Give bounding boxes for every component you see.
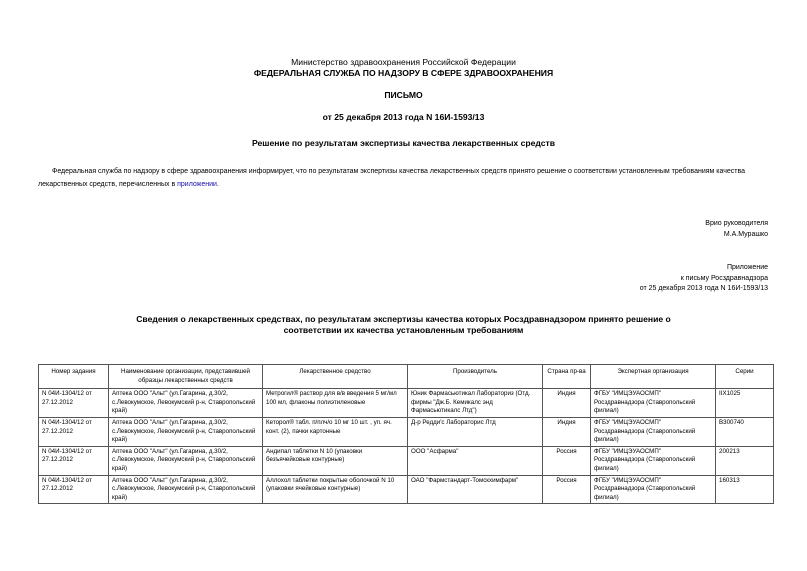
cell-org: Аптека ООО "Альт" (ул.Гагарина, д.30/2, с.Левокумское, Левокумский р-н, Ставропольский край) (109, 417, 263, 446)
cell-maker: ООО "Асфарма" (408, 446, 543, 475)
col-header-org: Наименование организации, представившей образцы лекарственных средств (109, 365, 263, 389)
document-subject: Решение по результатам экспертизы качества лекарственных средств (251, 138, 556, 148)
cell-drug: Метрогил® раствор для в/в введения 5 мг/мл 100 мл, флаконы полиэтиленовые (263, 389, 408, 418)
cell-org: Аптека ООО "Альт" (ул.Гагарина, д.30/2, с.Левокумское, Левокумский р-н, Ставропольский край) (109, 389, 263, 418)
appendix-heading: Сведения о лекарственных средствах, по результатам экспертизы качества которых Росздравнадзором принято решение о соответствии их качества установленным требованиям (136, 314, 671, 335)
appendix-link[interactable]: приложении (177, 180, 217, 188)
appendix-ref-line2: от 25 декабря 2013 года N 16И-1593/13 (639, 285, 768, 292)
cell-expert: ФГБУ "ИМЦЭУАОСМП" Росздравнадзора (Ставропольский филиал) (591, 389, 716, 418)
cell-org: Аптека ООО "Альт" (ул.Гагарина, д.30/2, с.Левокумское, Левокумский р-н, Ставропольский край) (109, 446, 263, 475)
service-name: ФЕДЕРАЛЬНАЯ СЛУЖБА ПО НАДЗОРУ В СФЕРЕ ЗДРАВООХРАНЕНИЯ (253, 68, 554, 78)
document-type: ПИСЬМО (384, 90, 423, 100)
cell-expert: ФГБУ "ИМЦЭУАОСМП" Росздравнадзора (Ставропольский филиал) (591, 475, 716, 504)
signature-name: М.А.Мурашко (723, 231, 768, 238)
cell-country: Индия (543, 417, 591, 446)
cell-task: N 04И-1304/12 от 27.12.2012 (39, 446, 109, 475)
cell-series: 200213 (716, 446, 774, 475)
body-paragraph (38, 166, 772, 191)
cell-maker: Д-р Редди'с Лабораторис Лтд (408, 417, 543, 446)
cell-task: N 04И-1304/12 от 27.12.2012 (39, 417, 109, 446)
document-date-number: от 25 декабря 2013 года N 16И-1593/13 (322, 112, 485, 122)
appendix-ref-line1: к письму Росздравнадзора (680, 275, 768, 282)
paragraph-end: . (216, 180, 219, 188)
cell-series: IIX1025 (716, 389, 774, 418)
col-header-drug: Лекарственное средство (263, 365, 408, 389)
cell-drug: Андипал таблетки N 10 (упаковки безъячейковые контурные) (263, 446, 408, 475)
cell-expert: ФГБУ "ИМЦЭУАОСМП" Росздравнадзора (Ставропольский филиал) (591, 417, 716, 446)
paragraph-text: Федеральная служба по надзору в сфере здравоохранения информирует, что по результатам экспертизы качества лекарственных средств принято решение о соответствии установленным требованиям качества лекарственных средств, перечисленных в (38, 168, 746, 188)
cell-task: N 04И-1304/12 от 27.12.2012 (39, 389, 109, 418)
col-header-maker: Производитель (408, 365, 543, 389)
medicines-table (38, 364, 774, 504)
cell-drug: Аллохол таблетки покрытые оболочкой N 10 (упаковки ячейковые контурные) (263, 475, 408, 504)
table-row (39, 475, 774, 504)
cell-drug: Кеторол® табл. п/плч/о 10 мг 10 шт. , уп. яч. конт. (2), пачки картонные (263, 417, 408, 446)
cell-expert: ФГБУ "ИМЦЭУАОСМП" Росздравнадзора (Ставропольский филиал) (591, 446, 716, 475)
cell-maker: Юник Фармасьютикал Лабораториз (Отд. фирмы "Дж.Б. Кемикалс энд Фармасьютикалс Лтд") (408, 389, 543, 418)
cell-org: Аптека ООО "Альт" (ул.Гагарина, д.30/2, с.Левокумское, Левокумский р-н, Ставропольский край) (109, 475, 263, 504)
table-header-row (39, 365, 774, 389)
col-header-country: Страна пр-ва (543, 365, 591, 389)
ministry-name: Министерство здравоохранения Российской Федерации (291, 57, 516, 67)
cell-maker: ОАО "Фармстандарт-Томскхимфарм" (408, 475, 543, 504)
cell-series: B300740 (716, 417, 774, 446)
table-row (39, 417, 774, 446)
table-row (39, 389, 774, 418)
col-header-expert: Экспертная организация (591, 365, 716, 389)
appendix-title: Приложение (726, 264, 768, 271)
col-header-task: Номер задания (39, 365, 109, 389)
cell-country: Индия (543, 389, 591, 418)
signature-position: Врио руководителя (705, 220, 768, 227)
col-header-series: Серии (716, 365, 774, 389)
cell-country: Россия (543, 475, 591, 504)
cell-country: Россия (543, 446, 591, 475)
cell-series: 160313 (716, 475, 774, 504)
cell-task: N 04И-1304/12 от 27.12.2012 (39, 475, 109, 504)
table-row (39, 446, 774, 475)
